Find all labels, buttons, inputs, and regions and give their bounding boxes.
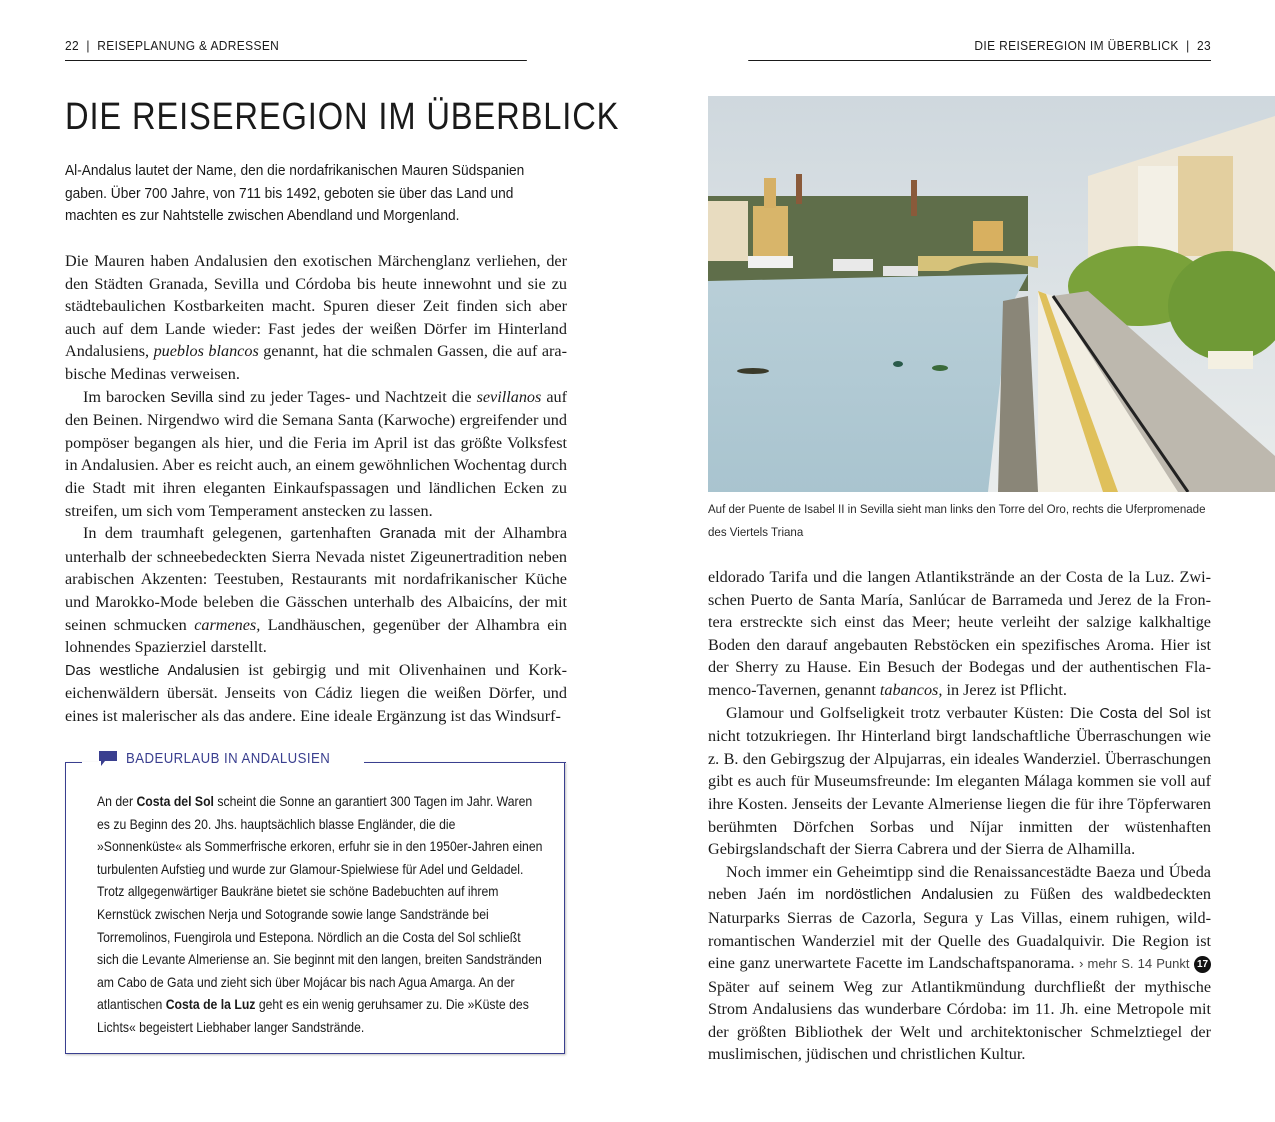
- paragraph: [65, 659, 567, 728]
- text: Landhäuschen, gegenüber der Alhambra ein lohnendes Spazierziel darstellt.: [65, 615, 567, 657]
- running-head-right: [748, 38, 1211, 61]
- text: auf den Beinen. Nirgendwo wird die Semana Santa (Karwoche) ergreifender und pompöser begangen als hier, und die Feria im April ist das größte Volksfest in Andalusien. Aber es reicht auch, an einem gewöhnlichen Wochentag durch die Stadt mit ihren eleganten Einkaufspassagen und ländlichen Ecken zu streifen, um sich vom Temperament anstecken zu lassen.: [65, 387, 568, 520]
- paragraph: [65, 522, 567, 659]
- text: Noch immer ein Geheimtipp sind die Renaissancestädte Baeza und Úbeda neben Jaén im: [708, 862, 1211, 904]
- emphasis: pueblos blancos: [153, 342, 259, 361]
- section-name: DIE REISEREGION IM ÜBERBLICK: [974, 38, 1179, 53]
- river-water: [708, 274, 1028, 492]
- keyword: Granada: [379, 526, 436, 543]
- chapter-title: DIE REISEREGION IM ÜBERBLICK: [65, 96, 620, 138]
- text: eldorado Tarifa und die langen Atlantikstrände an der Costa de la Luz. Zwischen Puerto de Santa María, Sanlúcar de Barrameda und Jerez de la Frontera erstreckte sich einst das Meer; heute verleiht der salzige kalkhaltige Boden den darauf angebauten Rebstöcken ein spezifisches Aroma. Hier ist der Sherry zu Hause. Ein Besuch der Bodegas und der authentischen Flamenco-Tavernen, genannt: [708, 568, 1211, 699]
- page-number: 22: [65, 38, 80, 53]
- text: In dem traumhaft gelegenen, gartenhaften: [83, 524, 380, 543]
- text: genannt, hat die schmalen Gassen, die auf arabische Medinas verweisen.: [65, 342, 567, 383]
- box-border: [342, 762, 566, 763]
- text: ist gebirgig und mit Olivenhainen und Korkeichenwäldern übersät. Jenseits von Cádiz liegen die weißen Dörfer, und eines ist malerischer als das andere. Eine ideale Ergänzung ist das Windsurf-: [65, 660, 567, 725]
- building: [708, 201, 748, 261]
- text: in Jerez ist Pflicht.: [942, 680, 1067, 699]
- paragraph: [708, 861, 1211, 1066]
- text: Glamour und Golfseligkeit trotz verbauter Küsten: Die: [726, 703, 1100, 722]
- keyword: Costa del Sol: [1099, 705, 1190, 722]
- text: geht es ein wenig geruhsamer zu. Die »Küste des Lichts« begeistert Liebhaber langer Sandstrände.: [97, 997, 529, 1035]
- keyword: nordöstlichen Andalusien: [825, 887, 994, 904]
- rowing-boat: [737, 368, 769, 374]
- text: scheint die Sonne an garantiert 300 Tagen im Jahr. Waren es zu Beginn des 20. Jhs. hauptsächlich blasse Engländer, die die »Sonnenküste« als Sommerfrische erkoren, erfuhr sie in den 1950er-Jahren einen turbulenten Aufstieg und wurde zur Glamour-Spielwiese für Adel und Geldadel. Trotz allgegenwärtiger Baukräne bietet sie schöne Badebuchten auf ihrem Kernstück zwischen Nerja und Sotogrande sowie lange Sandstrände bei Torremolinos, Fuengirola und Estepona. Nördlich an die Costa del Sol schließt sich die Levante Almeriense an. Sie beginnt mit den langen, breiten Sandstränden am Cabo de Gata und zieht sich über Mojácar bis nach Agua Amarga. An der atlantischen: [97, 794, 543, 1013]
- paragraph: [708, 702, 1211, 861]
- keyword: Costa del Sol: [136, 794, 214, 809]
- boat: [883, 266, 918, 276]
- photo-caption: Auf der Puente de Isabel II in Sevilla sieht man links den Torre del Oro, rechts die Uferpromenade des Viertels Triana: [708, 502, 1206, 539]
- boat: [748, 256, 793, 268]
- building: [1178, 156, 1233, 256]
- tower-top: [764, 178, 776, 208]
- building: [973, 221, 1003, 251]
- speech-bubble-icon: [98, 750, 118, 767]
- paragraph: [65, 250, 567, 386]
- text: zu Füßen des waldbedeckten Naturparks Sierras de Cazorla, Segura y Las Villas, einem ruhigen, wildromantischen Wanderziel mit der Quelle des Guadalquivir. Die Region ist eine ganz unerwartete Facette im Landschaftspanorama.: [708, 885, 1211, 973]
- emphasis: carmenes,: [194, 615, 261, 634]
- text: sind zu jeder Tages- und Nachtzeit die: [213, 387, 477, 406]
- cross-reference-link[interactable]: › mehr S. 14 Punkt: [1079, 956, 1190, 972]
- boat: [833, 259, 873, 271]
- left-page: [65, 0, 620, 1122]
- info-box-title: BADEURLAUB IN ANDALUSIEN: [126, 750, 331, 767]
- text: An der: [97, 794, 137, 809]
- emphasis: sevillanos: [476, 387, 542, 406]
- text: Im barocken: [83, 387, 171, 406]
- emphasis: tabancos,: [879, 680, 943, 699]
- separator: |: [1186, 38, 1190, 53]
- section-name: REISEPLANUNG & ADRESSEN: [97, 38, 280, 53]
- umbrella: [1208, 351, 1253, 369]
- keyword: Sevilla: [170, 389, 214, 406]
- paragraph: [708, 566, 1211, 702]
- box-border: [65, 762, 82, 763]
- spire: [796, 174, 802, 204]
- page-number: 23: [1196, 38, 1211, 53]
- info-box-header: [98, 750, 364, 767]
- spire: [911, 180, 917, 216]
- body-text-left: [65, 250, 567, 727]
- keyword: Das westliche Andalusien: [65, 662, 240, 679]
- text: mit der Alhambra unterhalb der schneebedeckten Sierra Nevada nistet Zigeunertradition neben arabischen Akzenten: Teestuben, Restaurants mit nordafrikanischer Küche und Marokko-Mode beleben die Gässchen unterhalb des Albaicíns, der mit seinen schmucken: [65, 524, 567, 634]
- paragraph: [65, 386, 567, 523]
- separator: |: [86, 38, 90, 53]
- info-box: [65, 750, 565, 1054]
- text: Die Mauren haben Andalusien den exotischen Märchenglanz verliehen, der den Städten Granada, Sevilla und Córdoba bis heute innewohnt und sie zu städtebaulichen Kostbarkeiten macht. Spuren dieser Zeit finden sich aber auch auf dem Lande wieder: Fast jedes der weißen Dörfer im Hinterland Andalusiens,: [65, 252, 567, 361]
- kayak: [932, 365, 948, 371]
- right-page: [708, 0, 1211, 1122]
- building: [1138, 166, 1178, 256]
- lead-paragraph: Al-Andalus lautet der Name, den die nordafrikanischen Mauren Südspanien gaben. Über 700 Jahre, von 711 bis 1492, geboten sie über das Land und machten es zur Nahtstelle zwischen Abendland und Morgenland.: [65, 162, 525, 224]
- info-box-text: [97, 791, 543, 1040]
- kayak: [893, 361, 903, 367]
- running-head-left: [65, 38, 527, 61]
- point-number-badge: 17: [1194, 956, 1211, 973]
- text: ist nicht totzukriegen. Ihr Hinterland birgt landschaftliche Überraschungen wie z. B. den Gebirgszug der Alpujarras, ein ideales Wanderziel. Überraschungen gibt es auch für Museumsfreunde: Im eleganten Málaga kommen sie voll auf ihre Kosten. Jenseits der Levante Almeriense liegen die für ihre Töpferwaren berühmten Dörfchen Sorbas und Níjar inmitten der wüstenhaften Gebirgslandschaft der Sierra Cabrera und der Sierra de Alhamilla.: [708, 703, 1212, 859]
- photo-sevilla-river: [708, 96, 1275, 492]
- keyword: Costa de la Luz: [165, 997, 256, 1013]
- body-text-right: [708, 566, 1211, 1066]
- text: Später auf seinem Weg zur Atlantikmündung durchfließt der mythische Strom Andalusiens das wunderbare Córdoba: im 11. Jh. eine Metropole mit der größten Bibliothek der Welt und architektonischer Schmelztiegel der muslimischen, jüdischen und christlichen Kultur.: [708, 977, 1211, 1064]
